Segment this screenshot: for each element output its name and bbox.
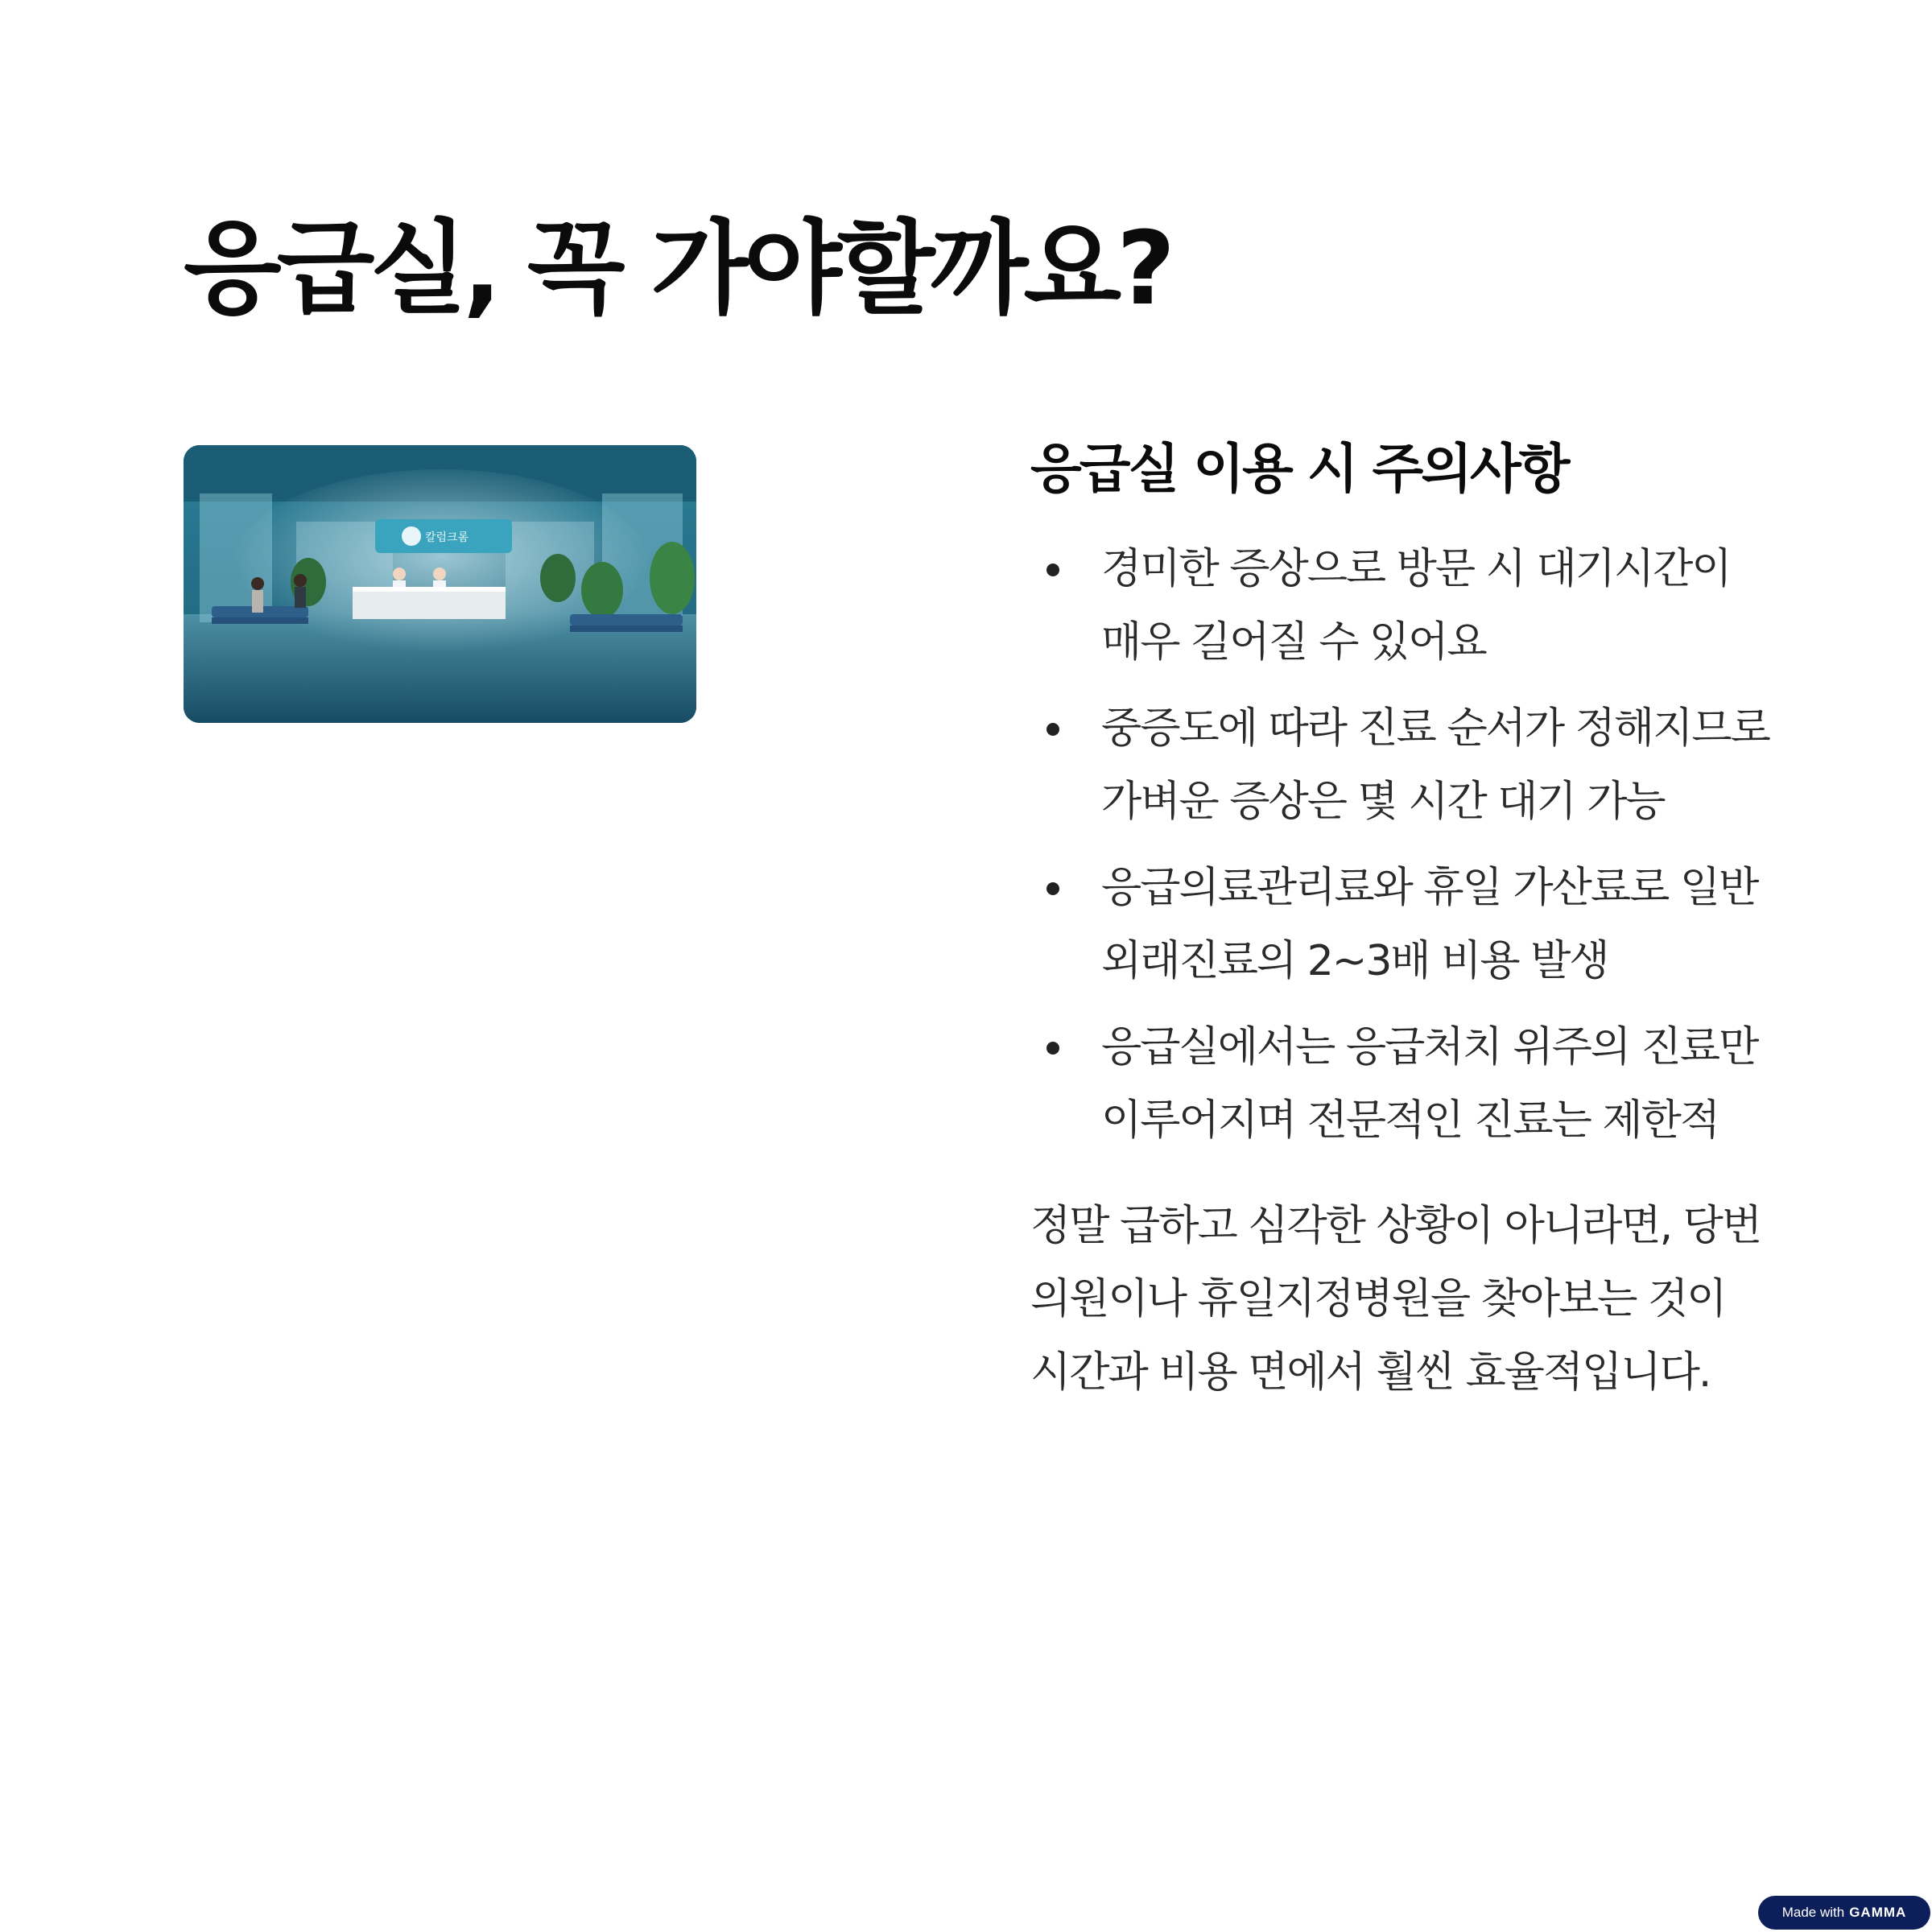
made-with-gamma-badge[interactable] bbox=[1758, 1896, 1930, 1930]
emergency-room-lobby-image bbox=[184, 445, 696, 723]
bullet-text: 응급실에서는 응급처치 위주의 진료만 이루어지며 전문적인 진료는 제한적 bbox=[1101, 1022, 1758, 1145]
section-heading: 응급실 이용 시 주의사항 bbox=[1030, 438, 1568, 500]
list-item bbox=[1030, 1011, 1771, 1158]
bullet-dot-icon bbox=[1046, 564, 1059, 576]
lobby-illustration bbox=[184, 445, 696, 723]
list-item bbox=[1030, 692, 1771, 839]
closing-paragraph: 정말 급하고 심각한 상황이 아니라면, 당번 의원이나 휴일지정병원을 찾아보는 것이 시간과 비용 면에서 훨씬 효율적입니다. bbox=[1030, 1201, 1761, 1397]
clinic-sign-text: 칼럼크롬 bbox=[425, 531, 469, 544]
bullet-text: 응급의료관리료와 휴일 가산료로 일반 외래진료의 2~3배 비용 발생 bbox=[1101, 863, 1758, 985]
content-column bbox=[1030, 427, 1771, 1410]
bullet-dot-icon bbox=[1046, 1042, 1059, 1055]
bullet-text: 경미한 증상으로 방문 시 대기시간이 매우 길어질 수 있어요 bbox=[1101, 544, 1731, 667]
bullet-text: 중증도에 따라 진료 순서가 정해지므로 가벼운 증상은 몇 시간 대기 가능 bbox=[1101, 704, 1769, 826]
badge-prefix: Made with bbox=[1781, 1905, 1845, 1920]
bullet-dot-icon bbox=[1046, 723, 1059, 736]
bullet-dot-icon bbox=[1046, 882, 1059, 895]
list-item bbox=[1030, 852, 1771, 998]
gamma-logo: GAMMA bbox=[1849, 1905, 1907, 1920]
slide-title: 응급실, 꼭 가야할까요? bbox=[184, 209, 1171, 328]
bullet-list bbox=[1030, 533, 1771, 1158]
list-item bbox=[1030, 533, 1771, 679]
